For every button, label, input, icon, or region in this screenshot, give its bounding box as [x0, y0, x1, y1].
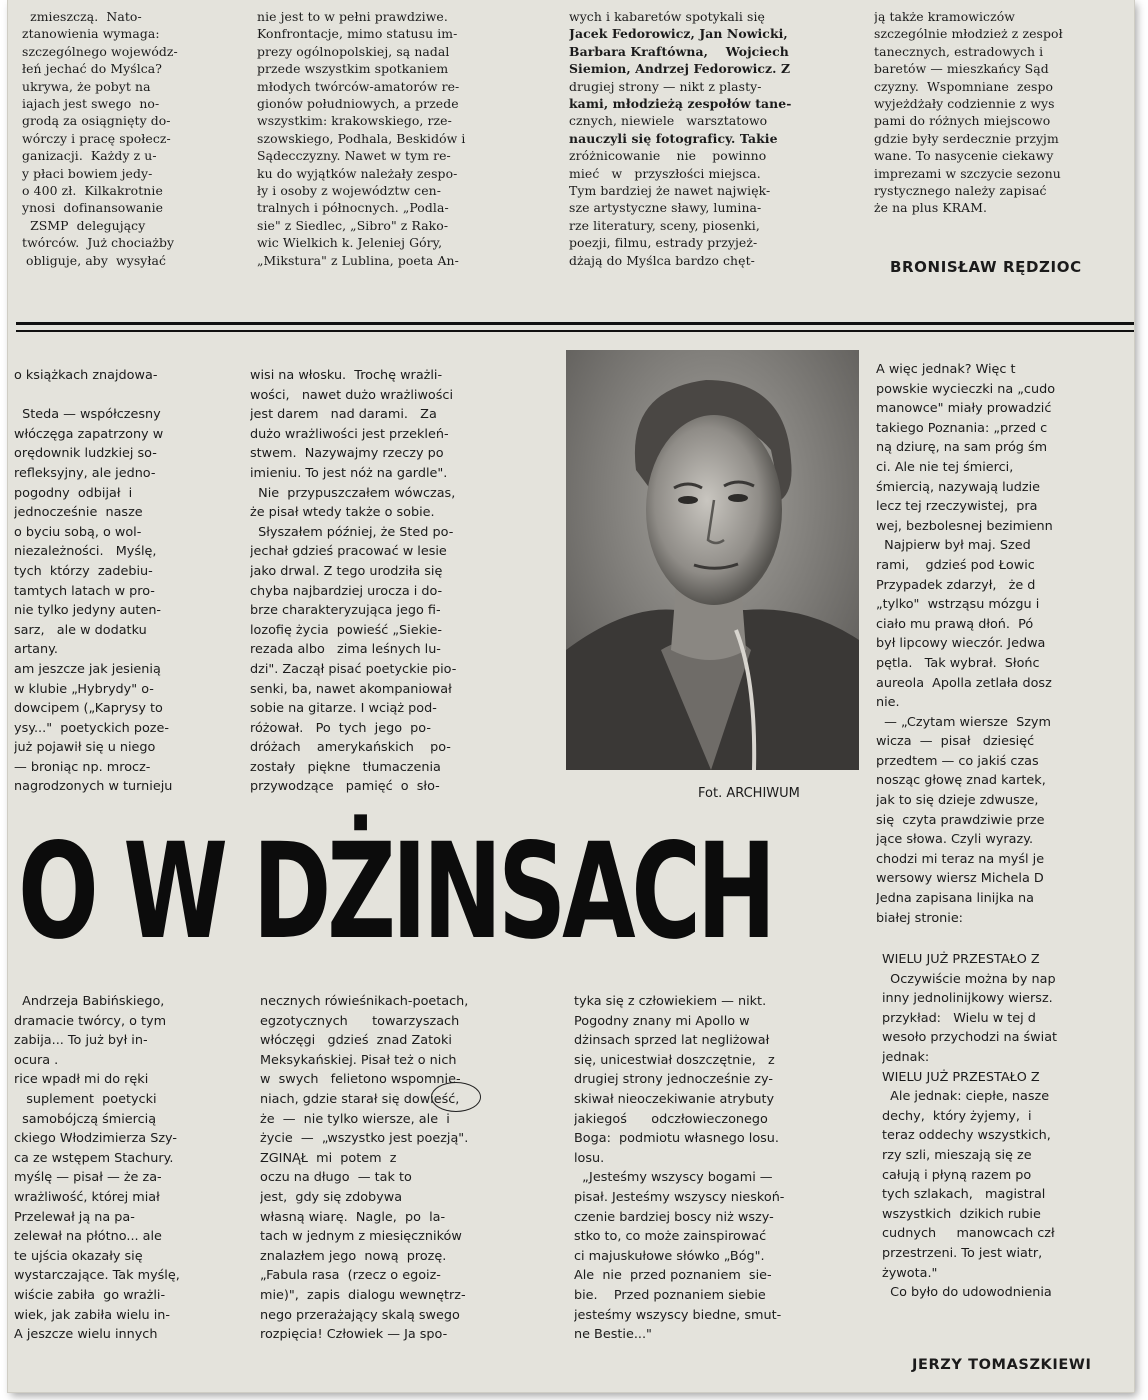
portrait-image: [566, 350, 859, 770]
text-line: o książkach znajdowa-: [14, 368, 158, 383]
text-line: nego przerażający skalą swego: [260, 1307, 460, 1323]
text-line: rzy szli, mieszają się ze: [882, 1147, 1032, 1163]
text-line: ckiego Włodzimierza Szy-: [14, 1131, 177, 1147]
text-line: już pojawił się u niego: [14, 740, 156, 756]
text-line: żywota.": [882, 1265, 938, 1281]
text-line: tamtych latach w pro-: [14, 583, 155, 599]
text-line: ciało mu prawą dłoń. Pó: [876, 616, 1034, 632]
text-line: WIELU JUŻ PRZESTAŁO Z: [882, 952, 1040, 967]
text-line: dramacie twórcy, o tym: [14, 1013, 167, 1029]
text-line: sarz, ale w dodatku: [14, 622, 147, 638]
text-line: wesoło przychodzi na świat: [882, 1030, 1058, 1046]
text-line: jechał gdzieś pracować w lesie: [250, 544, 447, 560]
text-line: niach, gdzie starał się dowieść,: [260, 1091, 460, 1107]
bottom-column-3-lines: [574, 992, 870, 1345]
text-line: wersowy wiersz Michela D: [876, 871, 1044, 887]
text-line: dzi". Zaczął pisać poetyckie pio-: [250, 661, 457, 677]
newspaper-clipping: [8, 0, 1134, 1392]
text-line: — broniąc np. mrocz-: [14, 759, 151, 775]
text-line: młodych twórców-amatorów re-: [257, 78, 460, 94]
top-column-3-lines: [569, 8, 867, 269]
text-line: czyzny. Wspomniane zespo: [874, 78, 1054, 94]
text-line: przedtem — co jakiś czas: [876, 753, 1039, 769]
text-line: jednocześnie nasze: [14, 505, 143, 521]
text-line: szczególnego wojewódz-: [22, 43, 178, 59]
text-line: wszystkich dzikich rubie: [882, 1206, 1041, 1222]
text-line: niezależności. Myślę,: [14, 544, 157, 560]
text-line: Najpierw był maj. Szed: [876, 538, 1031, 554]
top-column-1: [22, 8, 234, 293]
text-line: rami, gdzieś pod Łowic: [876, 557, 1035, 573]
text-line: jakiegoś odczłowieczonego: [574, 1111, 768, 1127]
text-line: łeń jechać do Myślca?: [22, 61, 163, 77]
text-line: gionów południowych, a przede: [257, 96, 459, 112]
text-line: Nie przypuszczałem wówczas,: [250, 485, 456, 501]
text-line: WIELU JUŻ PRZESTAŁO Z: [882, 1069, 1040, 1085]
text-line: lecz tej rzeczywistej, pra: [876, 499, 1038, 515]
text-line: nagrodzonych w turnieju: [14, 779, 173, 795]
text-line: nosząc głowę znad kartek,: [876, 773, 1046, 789]
bottom-column-4: [882, 950, 1134, 1360]
text-line: takiego Poznania: „przed c: [876, 420, 1048, 436]
text-line: zróżnicowanie nie powinno: [569, 148, 767, 164]
text-line: chyba najbardziej urocza i do-: [250, 583, 443, 599]
text-line: samobójczą śmiercią: [14, 1111, 157, 1127]
text-line: suplement poetycki: [14, 1091, 157, 1107]
text-line: Co było do udowodnienia: [882, 1285, 1052, 1301]
text-line: wórczy i pracę społecz-: [22, 130, 171, 146]
text-line: ci majuskułowe słówko „Bóg".: [574, 1248, 765, 1264]
text-line: życie — „wszystko jest poezją".: [260, 1131, 469, 1147]
text-line: całują i płyną razem po: [882, 1167, 1032, 1183]
text-line: tach w jednym z miesięczników: [260, 1229, 462, 1245]
text-line: Pogodny znany mi Apollo w: [574, 1013, 750, 1029]
text-line: wic Wielkich k. Jeleniej Góry,: [257, 235, 443, 251]
text-line: powskie wycieczki na „cudo: [876, 381, 1056, 397]
text-line: dżinsach sprzed lat negliżował: [574, 1033, 770, 1049]
text-line: jest, gdy się zdobywa: [260, 1189, 403, 1205]
text-line: prezy ogólnopolskiej, są nadal: [257, 43, 450, 59]
text-line: ną dziurę, na sam próg śm: [876, 440, 1048, 456]
text-line: grodą za osiągnięty do-: [22, 113, 171, 129]
text-line: bie. Przed poznaniem siebie: [574, 1287, 766, 1303]
top-column-2-lines: [257, 8, 557, 269]
text-line: imieniu. To jest nóż na gardle".: [250, 465, 448, 481]
text-line: tanecznych, estradowych i: [874, 43, 1044, 59]
text-line: ganizacji. Każdy z u-: [22, 148, 157, 164]
text-line: Siemion, Andrzej Fedorowicz. Z: [569, 61, 791, 77]
text-line: Boga: podmiotu własnego losu.: [574, 1131, 779, 1147]
text-line: ne Bestie...": [574, 1327, 652, 1343]
text-line: y płaci bowiem jedy-: [22, 165, 153, 181]
text-line: pogodny odbijał i: [14, 485, 133, 501]
text-line: ukrywa, że pobyt na: [22, 78, 151, 94]
portrait-photo: [566, 350, 859, 770]
text-line: własną wiarę. Nagle, po la-: [260, 1209, 446, 1225]
text-line: wyjeżdżały codziennie z wys: [874, 96, 1055, 112]
text-line: ły i osoby z województw cen-: [257, 183, 442, 199]
text-line: [14, 386, 234, 406]
text-line: am jeszcze jak jesienią: [14, 661, 161, 677]
text-line: wane. To nasycenie ciekawy: [874, 148, 1054, 164]
bottom-column-3: [574, 992, 870, 1382]
headline: O W DŻINSACH: [18, 815, 772, 969]
text-line: włóczęga zapatrzony w: [14, 426, 164, 442]
text-line: zabija... To już był in-: [14, 1033, 148, 1049]
text-line: jako drwal. Z tego urodziła się: [250, 563, 443, 579]
top-column-4: [874, 8, 1134, 228]
text-line: w swych felietono wspomnie-: [260, 1072, 461, 1088]
text-line: twórców. Już chociażby: [22, 235, 175, 251]
text-line: cudnych manowcach czł: [882, 1226, 1055, 1242]
photo-caption: Fot. ARCHIWUM: [698, 786, 800, 801]
text-line: lozofię życia powieść „Siekie-: [250, 622, 443, 638]
text-line: dżają do Myślca bardzo chęt-: [569, 252, 755, 268]
text-line: znalazłem jego nową prozę.: [260, 1248, 447, 1264]
text-line: ocura .: [14, 1052, 59, 1068]
text-line: przestrzeni. To jest wiatr,: [882, 1245, 1043, 1261]
text-line: Przelewał ją na pa-: [14, 1209, 135, 1225]
text-line: aureola Apolla zetlała dosz: [876, 675, 1052, 691]
text-line: oczu na długo — tak to: [260, 1170, 412, 1186]
text-line: ynosi dofinansowanie: [22, 200, 164, 216]
text-line: rze literatury, sceny, piosenki,: [569, 217, 760, 233]
text-line: Sądecczyzny. Nawet w tym re-: [257, 148, 451, 164]
text-line: wości, nawet dużo wrażliwości: [250, 387, 454, 403]
text-line: myślę — pisał — że za-: [14, 1170, 162, 1186]
text-line: ją także kramowiczów: [874, 9, 1015, 24]
text-line: kami, młodzieżą zespołów tane-: [569, 96, 792, 112]
top-signature: BRONISŁAW RĘDZIOC: [890, 258, 1082, 276]
text-line: sobie na gitarze. I wciąż pod-: [250, 701, 437, 717]
text-line: tych szlakach, magistral: [882, 1187, 1046, 1203]
text-line: refleksyjny, ale jedno-: [14, 465, 156, 481]
text-line: iajach jest swego no-: [22, 96, 160, 112]
text-line: te ujścia okazały się: [14, 1248, 143, 1264]
text-line: rozpięcia! Człowiek — Ja spo-: [260, 1327, 448, 1343]
text-line: pami do różnych miejscowo: [874, 113, 1051, 129]
text-line: stko to, co może zainspirować: [574, 1229, 767, 1245]
section-rule-top: [16, 322, 1134, 325]
mid-column-3: [876, 360, 1134, 946]
text-line: Słyszałem później, że Sted po-: [250, 524, 454, 540]
text-line: się czyta prawdziwie prze: [876, 812, 1045, 828]
text-line: Jacek Fedorowicz, Jan Nowicki,: [569, 26, 788, 42]
handwritten-circle-mark: [431, 1082, 481, 1112]
mid-column-1-lines: [14, 366, 234, 797]
text-line: że na plus KRAM.: [874, 200, 988, 216]
text-line: w klubie „Hybrydy" o-: [14, 681, 154, 697]
text-line: imprezami w szczycie sezonu: [874, 165, 1061, 181]
text-line: pętla. Tak wybrał. Słońc: [876, 655, 1040, 671]
text-line: wszystkim: krakowskiego, rze-: [257, 113, 452, 129]
text-line: — „Czytam wiersze Szym: [876, 714, 1051, 730]
text-line: zostały piękne tłumaczenia: [250, 759, 441, 775]
text-line: śmiercią, nazywają ludzie: [876, 479, 1041, 495]
top-column-1-lines: [22, 8, 234, 269]
bottom-column-2: [260, 992, 556, 1382]
text-line: pisał. Jesteśmy wszyscy nieskoń-: [574, 1189, 785, 1205]
text-line: Konfrontacje, mimo statusu im-: [257, 26, 458, 42]
text-line: jest darem nad darami. Za: [250, 407, 437, 423]
text-line: był lipcowy wieczór. Jedwa: [876, 636, 1046, 652]
text-line: manowce" miały prowadzić: [876, 401, 1052, 417]
bottom-signature: JERZY TOMASZKIEWI: [912, 1357, 1092, 1373]
text-line: teraz oddechy wszystkich,: [882, 1128, 1051, 1144]
text-line: drugiej strony jednocześnie zy-: [574, 1072, 773, 1088]
text-line: czenie bardziej boscy niż wszy-: [574, 1209, 774, 1225]
text-line: wej, bezbolesnej bezimienn: [876, 518, 1053, 534]
text-line: mie)", zapis dialogu wewnętrz-: [260, 1287, 466, 1303]
text-line: dużo wrażliwości jest przekleń-: [250, 426, 449, 442]
text-line: tyka się z człowiekiem — nikt.: [574, 994, 767, 1009]
text-line: nie.: [876, 695, 900, 711]
text-line: wych i kabaretów spotykali się: [569, 9, 765, 24]
text-line: ZGINĄŁ mi potem z: [260, 1150, 397, 1166]
text-line: „Mikstura" z Lublina, poeta An-: [257, 252, 459, 268]
top-column-3: [569, 8, 867, 293]
text-line: A jeszcze wielu innych: [14, 1327, 158, 1343]
text-line: ku do wyjątków należały zespo-: [257, 165, 458, 181]
text-line: wiek, jak zabiła wielu in-: [14, 1307, 171, 1323]
text-line: jesteśmy wszyscy biedne, smut-: [574, 1307, 782, 1323]
mid-column-2: [250, 366, 550, 812]
text-line: Barbara Kraftówna, Wojciech: [569, 43, 789, 59]
text-line: wicza — pisał dziesięć: [876, 734, 1035, 750]
text-line: zelewał na płótno... ale: [14, 1229, 162, 1245]
text-line: przywodzące pamięć o sło-: [250, 779, 440, 795]
text-line: wrażliwość, której miał: [14, 1189, 160, 1205]
text-line: wisi na włosku. Trochę wrażli-: [250, 368, 443, 383]
text-line: ysy..." poetyckich poze-: [14, 720, 170, 736]
text-line: nie jest to w pełni prawdziwe.: [257, 9, 448, 24]
top-column-4-lines: [874, 8, 1134, 217]
text-line: różował. Po tych jego po-: [250, 720, 431, 736]
bottom-column-1-lines: [14, 992, 240, 1345]
text-line: baretów — mieszkańcy Sąd: [874, 61, 1049, 77]
text-line: tralnych i północnych. „Podla-: [257, 200, 449, 216]
text-line: ztanowienia wymaga:: [22, 26, 160, 42]
text-line: poezji, filmu, estrady przyjeż-: [569, 235, 758, 251]
text-line: o 400 zł. Kilkakrotnie: [22, 183, 163, 199]
text-line: necznych rówieśnikach-poetach,: [260, 994, 469, 1009]
text-line: Meksykańskiej. Pisał też o nich: [260, 1052, 457, 1068]
text-line: nie tylko jedyny auten-: [14, 603, 162, 619]
text-line: artany.: [14, 642, 58, 658]
text-line: że — nie tylko wiersze, ale i: [260, 1111, 450, 1127]
text-line: ca ze wstępem Stachury.: [14, 1150, 174, 1166]
text-line: że pisał wtedy także o sobie.: [250, 505, 435, 521]
text-line: ZSMP delegujący: [22, 217, 146, 233]
text-line: egzotycznych towarzyszach: [260, 1013, 460, 1029]
text-line: wystarczające. Tak myślę,: [14, 1268, 180, 1284]
text-line: białej stronie:: [876, 910, 963, 926]
text-line: „Fabula rasa (rzecz o egoiz-: [260, 1268, 441, 1284]
text-line: sie" z Siedlec, „Sibro" z Rako-: [257, 217, 449, 233]
bottom-column-1: [14, 992, 240, 1382]
text-line: stwem. Nazywajmy rzeczy po: [250, 446, 444, 462]
text-line: dróżach amerykańskich po-: [250, 740, 451, 756]
text-line: mieć w przyszłości miejsca.: [569, 165, 761, 181]
text-line: drugiej strony — nikt z plasty-: [569, 78, 762, 94]
text-line: jak to się dzieje zdwusze,: [876, 793, 1039, 809]
mid-column-2-lines: [250, 366, 550, 797]
text-line: wiście zabiła go wrażli-: [14, 1287, 166, 1303]
text-line: orędownik ludzkiej so-: [14, 446, 157, 462]
text-line: obliguje, aby wysyłać: [22, 252, 167, 268]
text-line: Ale jednak: ciepłe, nasze: [882, 1089, 1050, 1105]
text-line: Tym bardziej że nawet najwięk-: [569, 183, 771, 199]
text-line: ci. Ale nie tej śmierci,: [876, 459, 1014, 475]
text-line: chodzi mi teraz na myśl je: [876, 851, 1045, 867]
text-line: losu.: [574, 1150, 605, 1166]
text-line: sze artystyczne sławy, lumina-: [569, 200, 762, 216]
top-column-2: [257, 8, 557, 293]
section-rule-bottom: [16, 330, 1134, 332]
text-line: tych którzy zadebiu-: [14, 563, 153, 579]
mid-column-1: [14, 366, 234, 812]
text-line: nauczyli się fotograficy. Takie: [569, 130, 778, 146]
text-line: zmieszczą. Nato-: [22, 9, 142, 24]
bottom-column-2-lines: [260, 992, 556, 1345]
text-line: senki, ba, nawet akompaniował: [250, 681, 452, 697]
text-line: „Jesteśmy wszyscy bogami —: [574, 1170, 773, 1186]
text-line: A więc jednak? Więc t: [876, 362, 1016, 377]
text-line: Przypadek zdarzył, że d: [876, 577, 1036, 593]
text-line: jednak:: [882, 1049, 930, 1065]
text-line: brze charakteryzująca jego fi-: [250, 603, 441, 619]
text-line: skiwał nieoczekiwanie atrybuty: [574, 1091, 775, 1107]
text-line: przede wszystkim spotkaniem: [257, 61, 449, 77]
text-line: rezada albo zima leśnych lu-: [250, 642, 441, 658]
text-line: Jedna zapisana linijka na: [876, 891, 1034, 907]
text-line: przykład: Wielu w tej d: [882, 1010, 1036, 1026]
text-line: „tylko" wstrząsu mózgu i: [876, 597, 1040, 613]
text-line: Steda — współczesny: [14, 407, 161, 423]
text-line: inny jednolinijkowy wiersz.: [882, 991, 1053, 1007]
text-line: jące słowa. Czyli wyrazy.: [876, 832, 1034, 848]
bottom-column-4-lines: [882, 950, 1134, 1303]
text-line: szczególnie młodzież z zespoł: [874, 26, 1063, 42]
text-line: rice wpadł mi do ręki: [14, 1072, 149, 1088]
text-line: włóczęgi gdzieś znad Zatoki: [260, 1033, 452, 1049]
text-line: szowskiego, Podhala, Beskidów i: [257, 130, 466, 146]
text-line: o byciu sobą, o wol-: [14, 524, 142, 540]
text-line: dechy, który żyjemy, i: [882, 1108, 1032, 1124]
text-line: gdzie były serdecznie przyjm: [874, 130, 1059, 146]
mid-column-3-lines: [876, 360, 1134, 928]
text-line: cznych, niewiele warsztatowo: [569, 113, 768, 129]
text-line: Andrzeja Babińskiego,: [14, 994, 165, 1009]
text-line: rystycznego należy zapisać: [874, 183, 1047, 199]
text-line: się, unicestwiał doszczętnie, z: [574, 1052, 775, 1068]
text-line: dowcipem („Kaprysy to: [14, 701, 163, 717]
text-line: Ale nie przed poznaniem sie-: [574, 1268, 772, 1284]
text-line: Oczywiście można by nap: [882, 971, 1056, 987]
